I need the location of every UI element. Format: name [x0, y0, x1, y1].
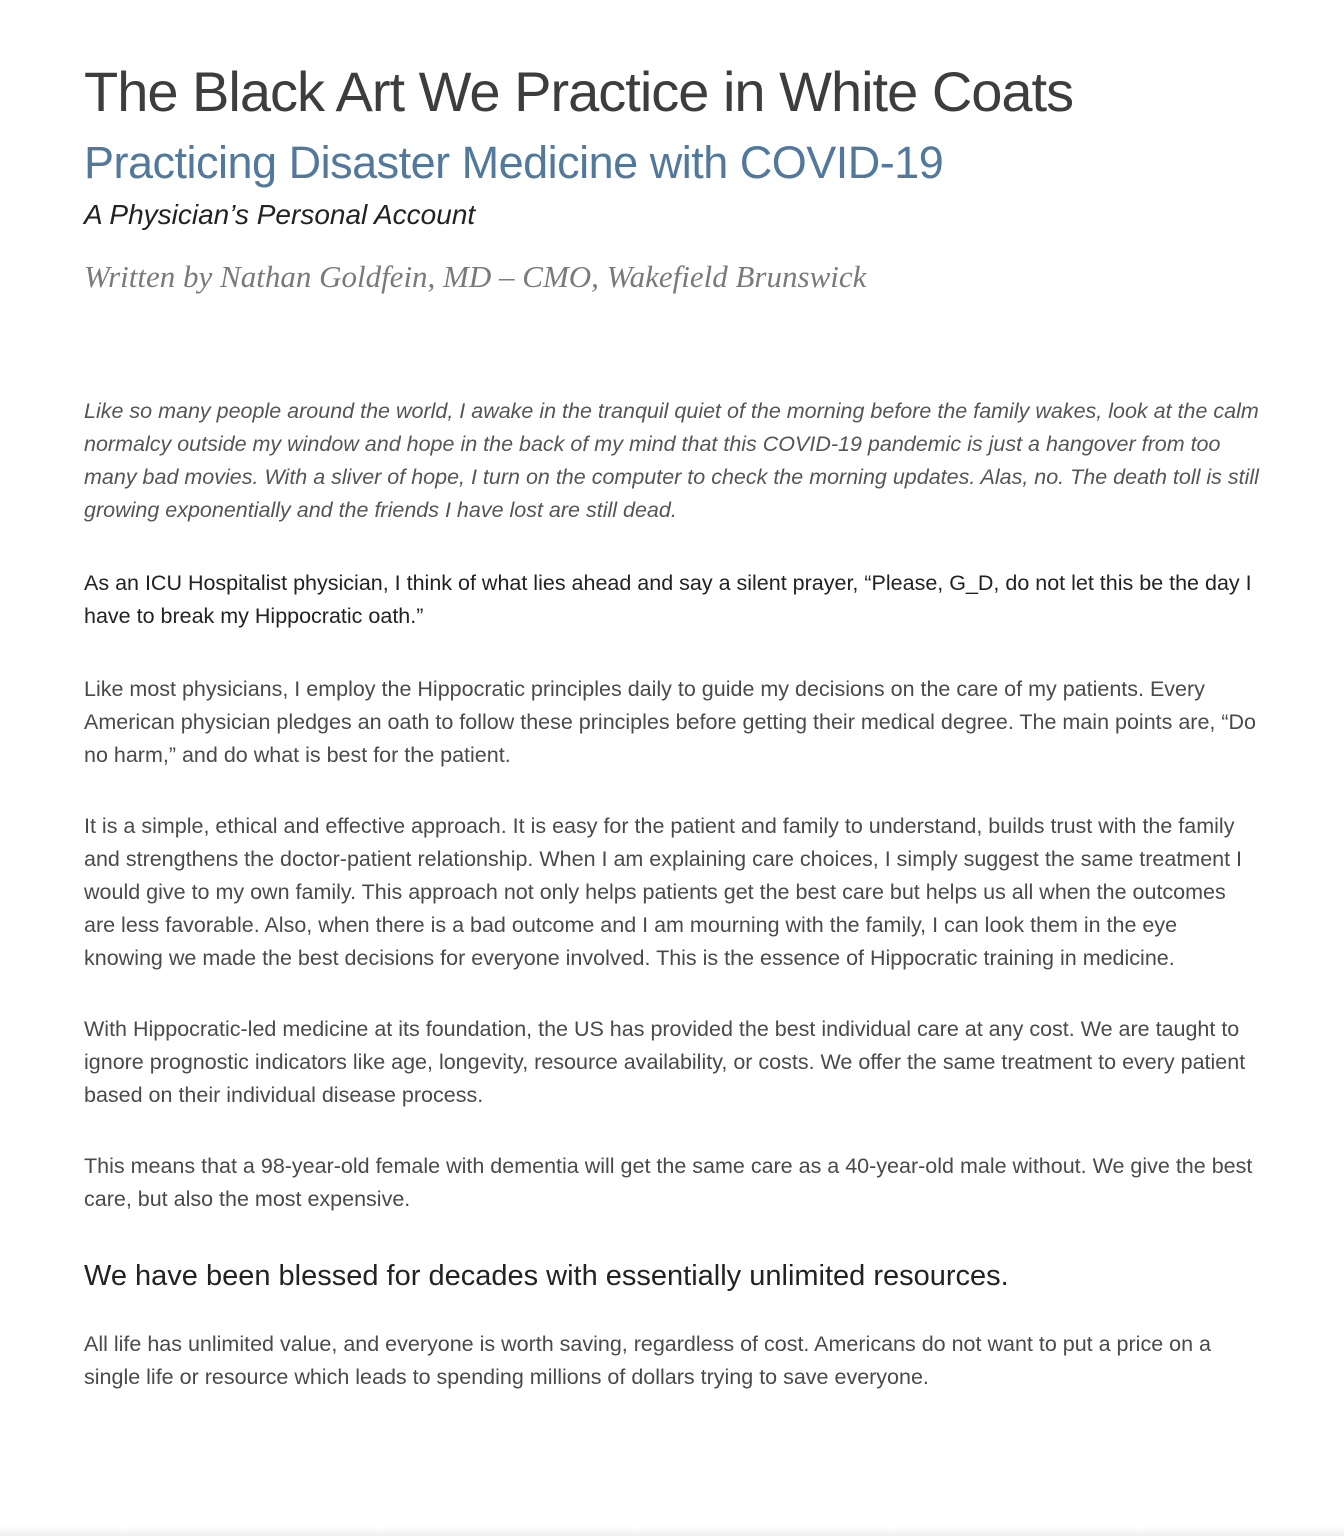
approach-paragraph: It is a simple, ethical and effective approach. It is easy for the patient and family to understand, builds trust with the family and strengthens the doctor-patient relationship. When I am explaining care choices, I simply suggest the same treatment I would give to my own family. This approach not only helps patients get the best care but helps us all when the outcomes are less favorable. Also, when there is a bad outcome and I am mourning with the family, I can look them in the eye knowing we made the best decisions for everyone involved. This is the essence of Hippocratic training in medicine. [84, 814, 1243, 970]
foundation-paragraph: With Hippocratic-led medicine at its foundation, the US has provided the best individual care at any cost. We are taught to ignore prognostic indicators like age, longevity, resource availability, or costs. We offer the same treatment to every patient based on their individual disease process. [84, 1017, 1246, 1107]
page-bottom-edge [0, 1526, 1344, 1536]
article-tagline: A Physician’s Personal Account [84, 199, 476, 230]
example-paragraph: This means that a 98-year-old female with dementia will get the same care as a 40-year-old male without. We give the best care, but also the most expensive. [84, 1154, 1253, 1211]
article-title: The Black Art We Practice in White Coats [84, 60, 1074, 123]
article-byline: Written by Nathan Goldfein, MD – CMO, Wakefield Brunswick [84, 259, 867, 294]
value-paragraph: All life has unlimited value, and everyone is worth saving, regardless of cost. Americans do not want to put a price on a single life or resource which leads to spending millions of dollars trying to save everyone. [84, 1332, 1211, 1389]
principles-paragraph: Like most physicians, I employ the Hippocratic principles daily to guide my decisions on the care of my patients. Every American physician pledges an oath to follow these principles before getting their medical degree. The main points are, “Do no harm,” and do what is best for the patient. [84, 677, 1257, 767]
article-subtitle: Practicing Disaster Medicine with COVID-19 [84, 137, 944, 188]
article-body [84, 395, 1260, 1394]
pull-quote: We have been blessed for decades with essentially unlimited resources. [84, 1260, 1009, 1292]
prayer-paragraph: As an ICU Hospitalist physician, I think of what lies ahead and say a silent prayer, “Please, G_D, do not let this be the day I have to break my Hippocratic oath.” [84, 571, 1252, 628]
intro-paragraph: Like so many people around the world, I awake in the tranquil quiet of the morning before the family wakes, look at the calm normalcy outside my window and hope in the back of my mind that this COVID-19 pandemic is just a hangover from too many bad movies. With a sliver of hope, I turn on the computer to check the morning updates. Alas, no. The death toll is still growing exponentially and the friends I have lost are still dead. [84, 399, 1259, 522]
